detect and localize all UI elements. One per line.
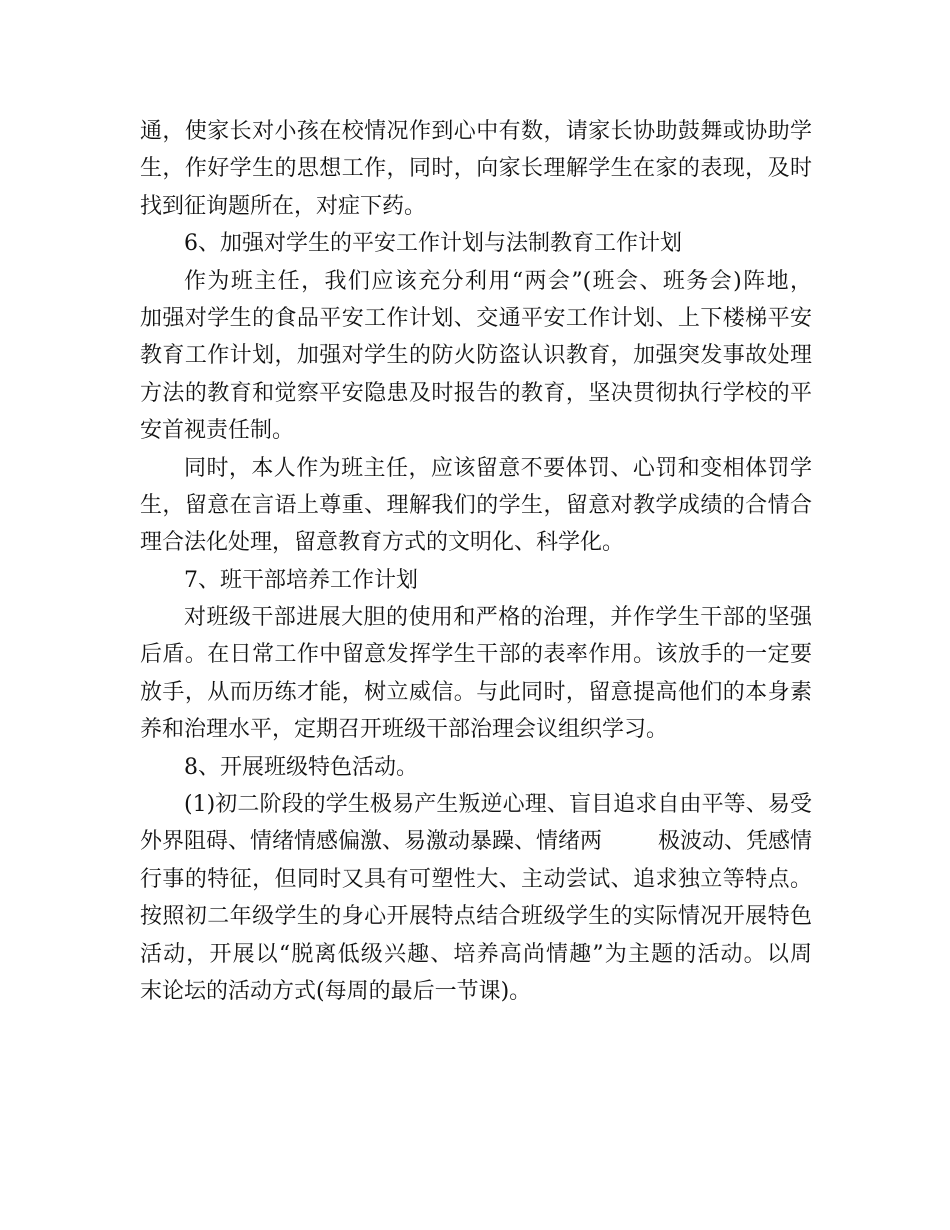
- text-line: 生，留意在言语上尊重、理解我们的学生，留意对教学成绩的合情合: [140, 492, 812, 518]
- text-line: 养和治理水平，定期召开班级干部治理会议组织学习。: [140, 717, 669, 743]
- text-line: (1)初二阶段的学生极易产生叛逆心理、盲目追求自由平等、易受: [184, 792, 812, 818]
- text-line: 安首视责任制。: [140, 418, 295, 444]
- text-line: 活动，开展以“脱离低级兴趣、培养高尚情趣”为主题的活动。以周: [140, 941, 812, 967]
- text-line: 后盾。在日常工作中留意发挥学生干部的表率作用。该放手的一定要: [140, 642, 812, 668]
- text-line: 按照初二年级学生的身心开展特点结合班级学生的实际情况开展特色: [140, 904, 812, 930]
- text-line: 对班级干部进展大胆的使用和严格的治理，并作学生干部的坚强: [184, 605, 812, 631]
- text-line: 通，使家长对小孩在校情况作到心中有数，请家长协助鼓舞或协助学: [140, 119, 812, 144]
- text-segment: 外界阻碍、情绪情感偏激、易激动暴躁、情绪两: [140, 829, 603, 855]
- text-line: 放手，从而历练才能，树立威信。与此同时，留意提高他们的本身素: [140, 679, 812, 705]
- text-line: 作为班主任，我们应该充分利用“两会”(班会、班务会)阵地，: [184, 268, 812, 294]
- text-line: 同时，本人作为班主任，应该留意不要体罚、心罚和变相体罚学: [184, 455, 812, 481]
- text-line: 找到征询题所在，对症下药。: [140, 193, 427, 219]
- text-line: 教育工作计划，加强对学生的防火防盗认识教育，加强突发事故处理: [140, 343, 812, 369]
- text-line: 生，作好学生的思想工作，同时，向家长理解学生在家的表现，及时: [140, 156, 812, 182]
- text-segment: 极波动、凭感情: [657, 829, 812, 855]
- section-heading-6: 6、加强对学生的平安工作计划与法制教育工作计划: [184, 231, 682, 257]
- document-body: [140, 113, 812, 1010]
- text-line-with-gap: [140, 823, 812, 860]
- section-heading-8: 8、开展班级特色活动。: [184, 754, 418, 780]
- text-line: 加强对学生的食品平安工作计划、交通平安工作计划、上下楼梯平安: [140, 305, 812, 331]
- text-line: 理合法化处理，留意教育方式的文明化、科学化。: [140, 530, 625, 556]
- text-line: 末论坛的活动方式(每周的最后一节课)。: [140, 978, 532, 1004]
- section-heading-7: 7、班干部培养工作计划: [184, 567, 418, 593]
- text-line: 方法的教育和觉察平安隐患及时报告的教育，坚决贯彻执行学校的平: [140, 380, 812, 406]
- text-line: 行事的特征，但同时又具有可塑性大、主动尝试、追求独立等特点。: [140, 866, 812, 892]
